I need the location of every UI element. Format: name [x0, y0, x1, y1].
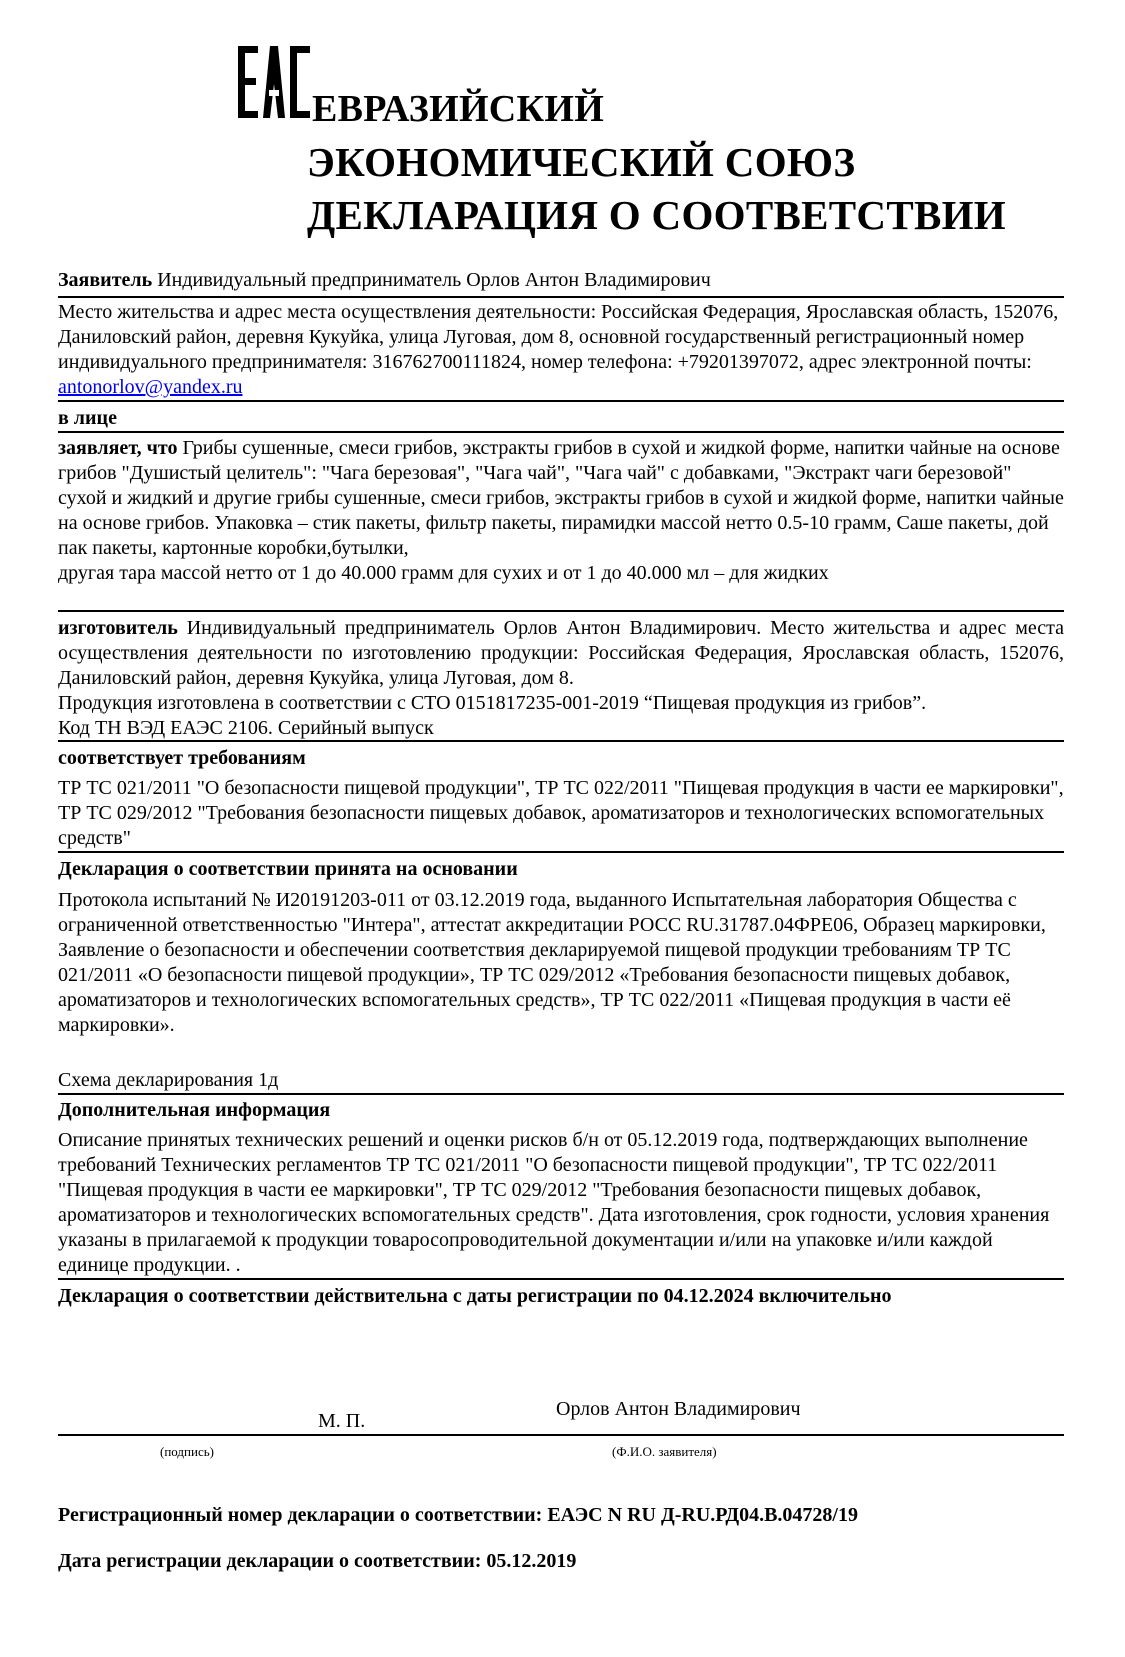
header-line-1: ЕВРАЗИЙСКИЙ	[312, 88, 605, 130]
signature-caption: (подпись)	[160, 1444, 214, 1459]
basis-heading-text: Декларация о соответствии принята на основании	[58, 858, 518, 880]
basis-text: Протокола испытаний № И20191203-011 от 03.12.2019 года, выданного Испытательная лаборатория Общества с ограниченной ответственностью "Интера", аттестат аккредитации РОСС RU.31787.04ФРЕ06, Образец маркировки, Заявление о безопасности и обеспечении соответствия декларируемой пищевой продукции требованиям ТР ТС 021/2011 «О безопасности пищевой продукции», ТР ТС 029/2012 «Требования безопасности пищевых добавок, ароматизаторов и технологических вспомогательных средств», ТР ТС 022/2011 «Пищевая продукция в части её маркировки».	[58, 889, 1046, 1036]
additional-text: Описание принятых технических решений и оценки рисков б/н от 05.12.2019 года, подтверждающих выполнение требований Технических регламентов ТР ТС 021/2011 "О безопасности пищевой продукции", ТР ТС 022/2011 "Пищевая продукция в части ее маркировки", ТР ТС 029/2012 "Требования безопасности пищевых добавок, ароматизаторов и технологических вспомогательных средств". Дата изготовления, срок годности, условия хранения указаны в прилагаемой к продукции товаросопроводительной документации и/или на упаковке и/или каждой единице продукции. .	[58, 1128, 1064, 1280]
person-section	[58, 406, 1064, 433]
header-line-2: ЭКОНОМИЧЕСКИЙ СОЮЗ	[307, 139, 856, 185]
stamp-placeholder: М. П.	[318, 1410, 366, 1432]
email-link[interactable]: antonorlov@yandex.ru	[58, 376, 243, 398]
additional-heading	[58, 1098, 1064, 1123]
document-header	[232, 40, 1032, 240]
basis-heading	[58, 857, 1064, 882]
validity-text: Декларация о соответствии действительна с даты регистрации по 04.12.2024 включительно	[58, 1285, 892, 1307]
eac-logo-icon	[238, 46, 310, 118]
address-text: Место жительства и адрес места осуществления деятельности: Российская Федерация, Ярославская область, 152076, Даниловский район, деревня Кукуйка, улица Луговая, дом 8, основной государственный регистрационный номер индивидуального предпринимателя: 316762700111824, номер телефона: +79201397072, адрес электронной почты:	[58, 301, 1059, 373]
applicant-label: Заявитель	[58, 269, 153, 291]
registration-date: Дата регистрации декларации о соответствии: 05.12.2019	[58, 1550, 577, 1572]
applicant-value: Индивидуальный предприниматель Орлов Антон Владимирович	[152, 269, 711, 291]
validity-line	[58, 1284, 1064, 1309]
signer-name: Орлов Антон Владимирович	[556, 1398, 801, 1420]
manufacturer-section	[58, 616, 1064, 742]
signature-row	[58, 1398, 1064, 1436]
declares-label: заявляет, что	[58, 437, 178, 459]
additional-heading-text: Дополнительная информация	[58, 1099, 331, 1121]
applicant-section	[58, 268, 1064, 298]
requirements-heading	[58, 746, 1064, 771]
address-section	[58, 300, 1064, 402]
document-title: ДЕКЛАРАЦИЯ О СООТВЕТСТВИИ	[307, 192, 1006, 238]
declaration-scheme: Схема декларирования 1д	[58, 1068, 1064, 1095]
declares-text-2: другая тара массой нетто от 1 до 40.000 грамм для сухих и от 1 до 40.000 мл – для жидких	[58, 562, 829, 584]
manufacturer-standard: Продукция изготовлена в соответствии с СТО 0151817235-001-2019 “Пищевая продукция из грибов”.	[58, 692, 927, 714]
registration-number: Регистрационный номер декларации о соответствии: ЕАЭС N RU Д-RU.РД04.В.04728/19	[58, 1504, 858, 1526]
requirements-text: ТР ТС 021/2011 "О безопасности пищевой продукции", ТР ТС 022/2011 "Пищевая продукция в части ее маркировки", ТР ТС 029/2012 "Требования безопасности пищевых добавок, ароматизаторов и технологических вспомогательных средств"	[58, 776, 1064, 853]
declares-section	[58, 436, 1064, 612]
manufacturer-label: изготовитель	[58, 617, 178, 639]
requirements-heading-text: соответствует требованиям	[58, 747, 306, 769]
manufacturer-text: Индивидуальный предприниматель Орлов Антон Владимирович. Место жительства и адрес места осуществления деятельности по изготовлению продукции: Российская Федерация, Ярославская область, 152076, Даниловский район, деревня Кукуйка, улица Луговая, дом 8.	[58, 617, 1064, 689]
name-caption: (Ф.И.О. заявителя)	[612, 1444, 717, 1459]
manufacturer-code: Код ТН ВЭД ЕАЭС 2106. Серийный выпуск	[58, 717, 434, 739]
declares-text: Грибы сушенные, смеси грибов, экстракты грибов в сухой и жидкой форме, напитки чайные на основе грибов "Душистый целитель": "Чага березовая", "Чага чай", "Чага чай" с добавками, "Экстракт чаги березовой" сухой и жидкий и другие грибы сушенные, смеси грибов, экстракты грибов в сухой и жидкой форме, напитки чайные на основе грибов. Упаковка – стик пакеты, фильтр пакеты, пирамидки массой нетто 0.5-10 грамм, Саше пакеты, дой пак пакеты, картонные коробки,бутылки,	[58, 437, 1064, 559]
person-label: в лице	[58, 407, 117, 429]
